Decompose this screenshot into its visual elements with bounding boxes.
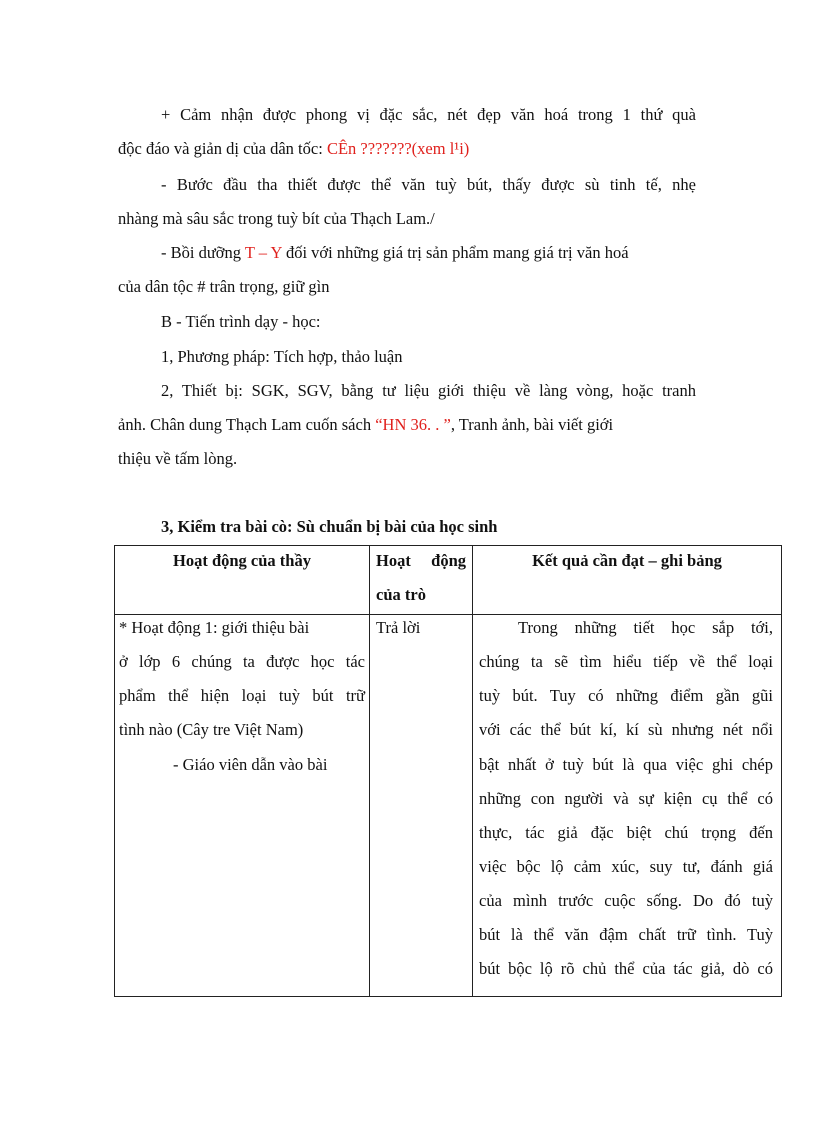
- result-line: bút bộc lộ rõ chủ thể của tác giả, dò có: [479, 959, 773, 978]
- intro-p1-line2: [118, 138, 469, 160]
- intro-p6-line3: thiệu về tấm lòng.: [118, 449, 238, 468]
- result-line: việc bộc lộ cảm xúc, suy tư, đánh giá: [479, 857, 773, 876]
- intro-p5: 1, Phương pháp: Tích hợp, thảo luận: [161, 347, 403, 366]
- result-line: với các thể bút kí, kí sù nhưng nét nổi: [479, 720, 773, 739]
- teacher-line: ở lớp 6 chúng ta được học tác: [119, 652, 365, 671]
- header-student-line2: của trò: [376, 585, 426, 604]
- intro-p3-text-c: đối với những giá trị sản phẩm mang giá trị văn hoá: [281, 243, 629, 262]
- intro-p6-red-book: “HN 36. . ”: [375, 415, 451, 434]
- intro-p2-line2: nhàng mà sâu sắc trong tuỳ bít của Thạch Lam./: [118, 209, 435, 228]
- header-teacher-cell: [115, 546, 370, 615]
- section-heading: 3, Kiểm tra bài cò: Sù chuẩn bị bài của học sinh: [161, 517, 498, 536]
- intro-p6-line2: [118, 414, 613, 436]
- intro-p3-line1: [161, 242, 696, 264]
- student-answer: Trả lời: [376, 618, 421, 637]
- intro-p4: B - Tiến trình dạy - học:: [161, 312, 321, 331]
- intro-p6-text-c: , Tranh ảnh, bài viết giới: [450, 415, 614, 434]
- result-line: thực, tác giả đặc biệt chú trọng đến: [479, 823, 773, 842]
- header-teacher: Hoạt động của thầy: [173, 551, 311, 570]
- teacher-line: tình nào (Cây tre Việt Nam): [119, 720, 304, 739]
- teacher-line: - Giáo viên dẫn vào bài: [173, 755, 328, 774]
- result-line: chúng ta sẽ tìm hiểu tiếp về thể loại: [479, 652, 773, 671]
- intro-p1-red-note: CÊn ???????(xem l¹i): [326, 139, 470, 158]
- intro-p1-line2-text: độc đáo và giản dị của dân tốc:: [118, 139, 327, 158]
- result-line: những con người và sự kiện cụ thể có: [479, 789, 773, 808]
- result-line: của mình trước cuộc sống. Do đó tuỳ: [479, 891, 773, 910]
- teacher-line: phẩm thể hiện loại tuỳ bút trữ: [119, 686, 365, 705]
- intro-p3-line2: của dân tộc # trân trọng, giữ gìn: [118, 277, 330, 296]
- header-student-line1: Hoạt động: [376, 551, 466, 570]
- table-row: [115, 615, 782, 997]
- header-student-cell: [370, 546, 473, 615]
- result-line: Trong những tiết học sắp tới,: [518, 618, 773, 637]
- intro-p1-line1: + Cảm nhận được phong vị đặc sắc, nét đẹp văn hoá trong 1 thứ quà: [161, 105, 696, 124]
- header-result-cell: [473, 546, 782, 615]
- result-cell: [473, 615, 782, 997]
- result-line: bút là thể văn đậm chất trữ tình. Tuỳ: [479, 925, 773, 944]
- intro-p2-line1: - Bước đầu tha thiết được thể văn tuỳ bút, thấy được sù tinh tế, nhẹ: [161, 175, 696, 194]
- intro-p6-line1: 2, Thiết bị: SGK, SGV, bằng tư liệu giới thiệu về làng vòng, hoặc tranh: [161, 381, 696, 400]
- header-result: Kết quả cần đạt – ghi bảng: [532, 551, 722, 570]
- intro-p3-text-a: - Bồi dưỡng: [161, 243, 245, 262]
- intro-p6-text-a: ảnh. Chân dung Thạch Lam cuốn sách: [118, 415, 376, 434]
- lesson-table: [114, 545, 782, 997]
- intro-p3-red-ty: T – Y: [244, 243, 282, 262]
- result-line: tuỳ bút. Tuy có những điểm gần gũi: [479, 686, 773, 705]
- result-line: bật nhất ở tuỳ bút là qua việc ghi chép: [479, 755, 773, 774]
- table-header-row: [115, 546, 782, 615]
- teacher-cell: [115, 615, 370, 997]
- teacher-line: * Hoạt động 1: giới thiệu bài: [119, 618, 310, 637]
- student-cell: [370, 615, 473, 997]
